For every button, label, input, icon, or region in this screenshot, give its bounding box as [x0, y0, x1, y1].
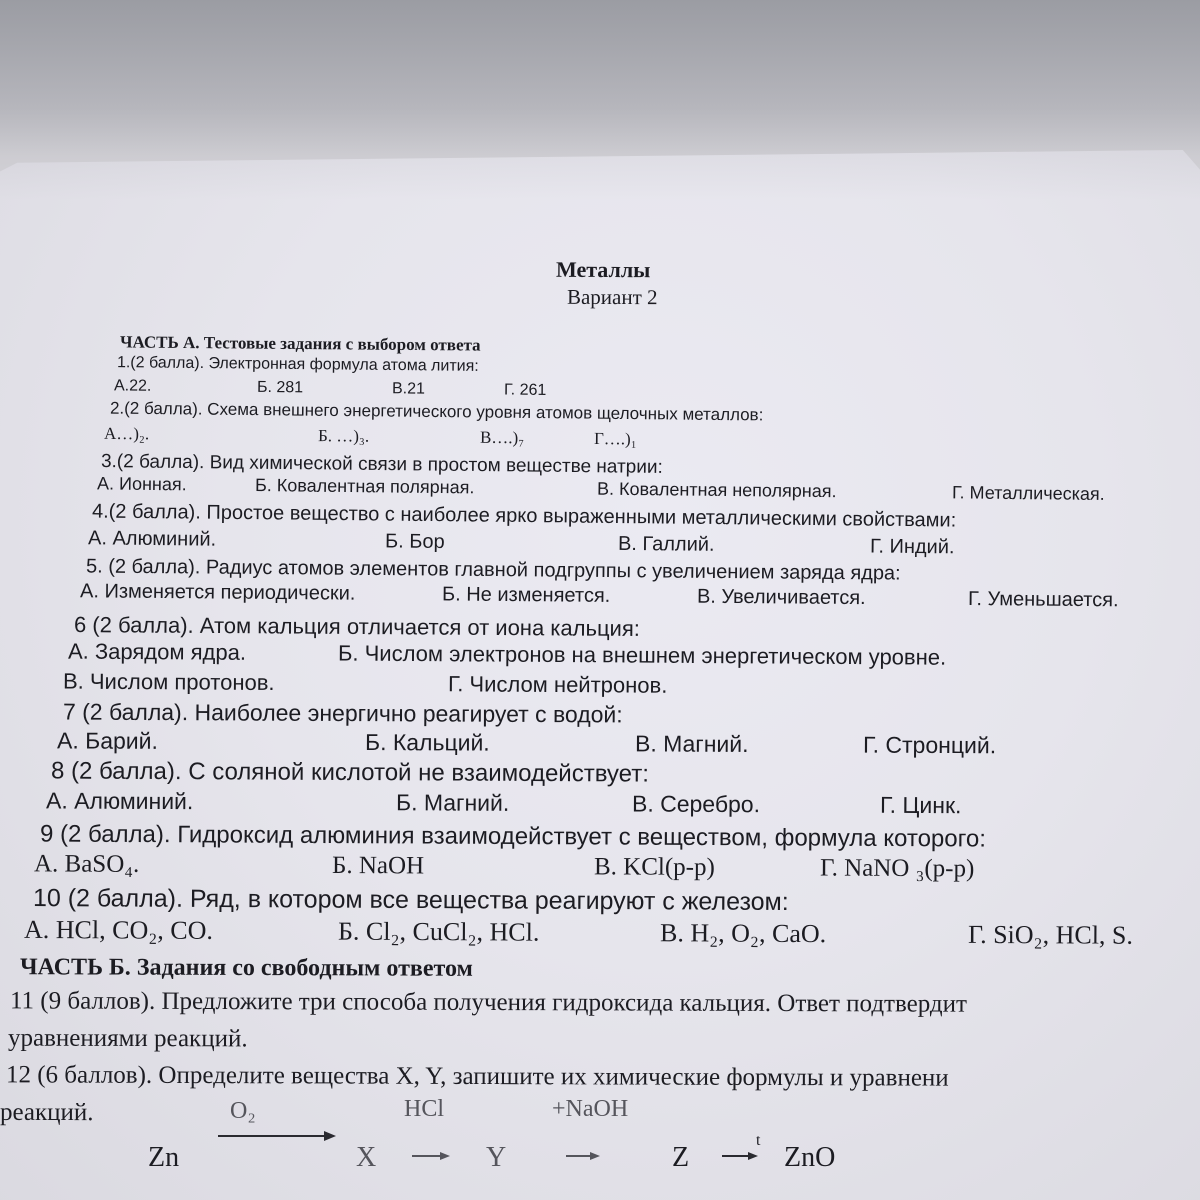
substance-z: Z: [672, 1142, 690, 1173]
question-5: 5. (2 балла). Радиус атомов элементов главной подгруппы с увеличением заряда ядра:: [85, 555, 901, 585]
question-12-line2: реакций.: [0, 1098, 94, 1127]
substance-x: X: [356, 1142, 377, 1173]
option-c: В. Галлий.: [617, 532, 715, 556]
question-6: 6 (2 балла). Атом кальция отличается от иона кальция:: [73, 612, 641, 641]
substance-y: Y: [486, 1142, 507, 1173]
option-d: Г. SiO₂, HCl, S.: [967, 919, 1134, 950]
reagent-naoh: +NaOH: [552, 1096, 629, 1122]
option-b: Б. …)₃.: [317, 426, 370, 446]
option-c: В. Серебро.: [631, 790, 761, 818]
question-8: 8 (2 балла). С соляной кислотой не взаимодействует:: [50, 757, 649, 788]
reaction-arrows: [0, 1098, 1200, 1200]
option-a: А. Алюминий.: [87, 527, 217, 551]
question-11-line1: 11 (9 баллов). Предложите три способа получения гидроксида кальция. Ответ подтвердит: [9, 987, 967, 1018]
option-c: В….)₇: [479, 427, 525, 448]
option-a: А. Зарядом ядра.: [67, 638, 247, 665]
option-c: В. H₂, O₂, CaO.: [659, 918, 827, 949]
option-c: В. Ковалентная неполярная.: [596, 478, 837, 502]
option-a: А…)₂.: [103, 423, 150, 444]
option-c: В. Увеличивается.: [696, 585, 866, 610]
question-3: 3.(2 балла). Вид химической связи в простом веществе натрии:: [100, 451, 663, 478]
option-b: Б. Ковалентная полярная.: [254, 475, 475, 498]
reagent-hcl: HCl: [404, 1096, 445, 1122]
option-d: Г. Индий.: [869, 535, 955, 559]
option-d: Г….)₁: [593, 428, 637, 449]
reaction-scheme: [0, 1098, 1200, 1200]
question-10-options: [24, 915, 1194, 957]
option-b: Б. Кальций.: [364, 728, 490, 756]
option-b: Б. NaOH: [331, 851, 425, 880]
product-zno: ZnO: [784, 1142, 836, 1173]
option-b: Б. Магний.: [395, 789, 510, 816]
question-7: 7 (2 балла). Наиболее энергично реагирует с водой:: [62, 698, 623, 728]
option-a: А. HCl, CO₂, CO.: [23, 914, 214, 945]
option-d: Г. Металлическая.: [951, 482, 1105, 504]
question-11-line2: уравнениями реакций.: [7, 1024, 248, 1053]
reactant-zn: Zn: [148, 1142, 180, 1173]
option-c: В.21: [391, 380, 426, 398]
sheet-title: Металлы: [555, 256, 651, 283]
option-a: А.22.: [113, 377, 152, 395]
question-10: 10 (2 балла). Ряд, в котором все вещества реагируют с железом:: [32, 884, 789, 916]
part-a-heading: ЧАСТЬ А. Тестовые задания с выбором ответа: [119, 332, 481, 355]
question-8-options: [46, 787, 1026, 824]
option-a: А. Алюминий.: [45, 787, 194, 815]
question-9-options: [34, 850, 1034, 889]
option-b: Б. Cl₂, CuCl₂, HCl.: [337, 916, 540, 947]
option-a: А. Ионная.: [96, 473, 187, 495]
option-d: Г. Стронций.: [862, 731, 997, 759]
question-1: 1.(2 балла). Электронная формула атома лития:: [116, 354, 479, 375]
question-4: 4.(2 балла). Простое вещество с наиболее ярко выраженными металлическими свойствами:: [91, 500, 957, 532]
variant-label: Вариант 2: [566, 284, 658, 310]
option-b: Б. Числом электронов на внешнем энергетическом уровне.: [337, 640, 947, 670]
option-b: Б. 281: [256, 378, 304, 397]
option-c: В. Числом протонов.: [62, 668, 275, 696]
option-d: Г. NaNO ₃(р-р): [819, 854, 975, 883]
reagent-o2: O₂: [230, 1098, 256, 1124]
option-a: А. Барий.: [56, 727, 158, 754]
question-2: 2.(2 балла). Схема внешнего энергетического уровня атомов щелочных металлов:: [109, 398, 764, 425]
heat-sign: t: [756, 1132, 761, 1149]
part-b-heading: ЧАСТЬ Б. Задания со свободным ответом: [19, 954, 473, 982]
option-d: Г. Цинк.: [879, 791, 962, 819]
option-b: Б. Бор: [384, 530, 445, 554]
background-shadow: [0, 0, 1200, 200]
option-a: А. Изменяется периодически.: [79, 580, 356, 605]
option-c: В. Магний.: [634, 730, 749, 758]
question-9: 9 (2 балла). Гидроксид алюминия взаимодействует с веществом, формула которого:: [39, 820, 986, 853]
option-b: Б. Не изменяется.: [441, 583, 611, 607]
option-d: Г. Числом нейтронов.: [447, 671, 668, 698]
question-12-line1: 12 (6 баллов). Определите вещества X, Y, запишите их химические формулы и уравнени: [5, 1061, 949, 1092]
option-c: В. KCl(р-р): [593, 853, 715, 881]
option-d: Г. Уменьшается.: [967, 587, 1119, 612]
option-d: Г. 261: [503, 381, 547, 399]
option-a: А. BaSO₄.: [33, 850, 140, 878]
